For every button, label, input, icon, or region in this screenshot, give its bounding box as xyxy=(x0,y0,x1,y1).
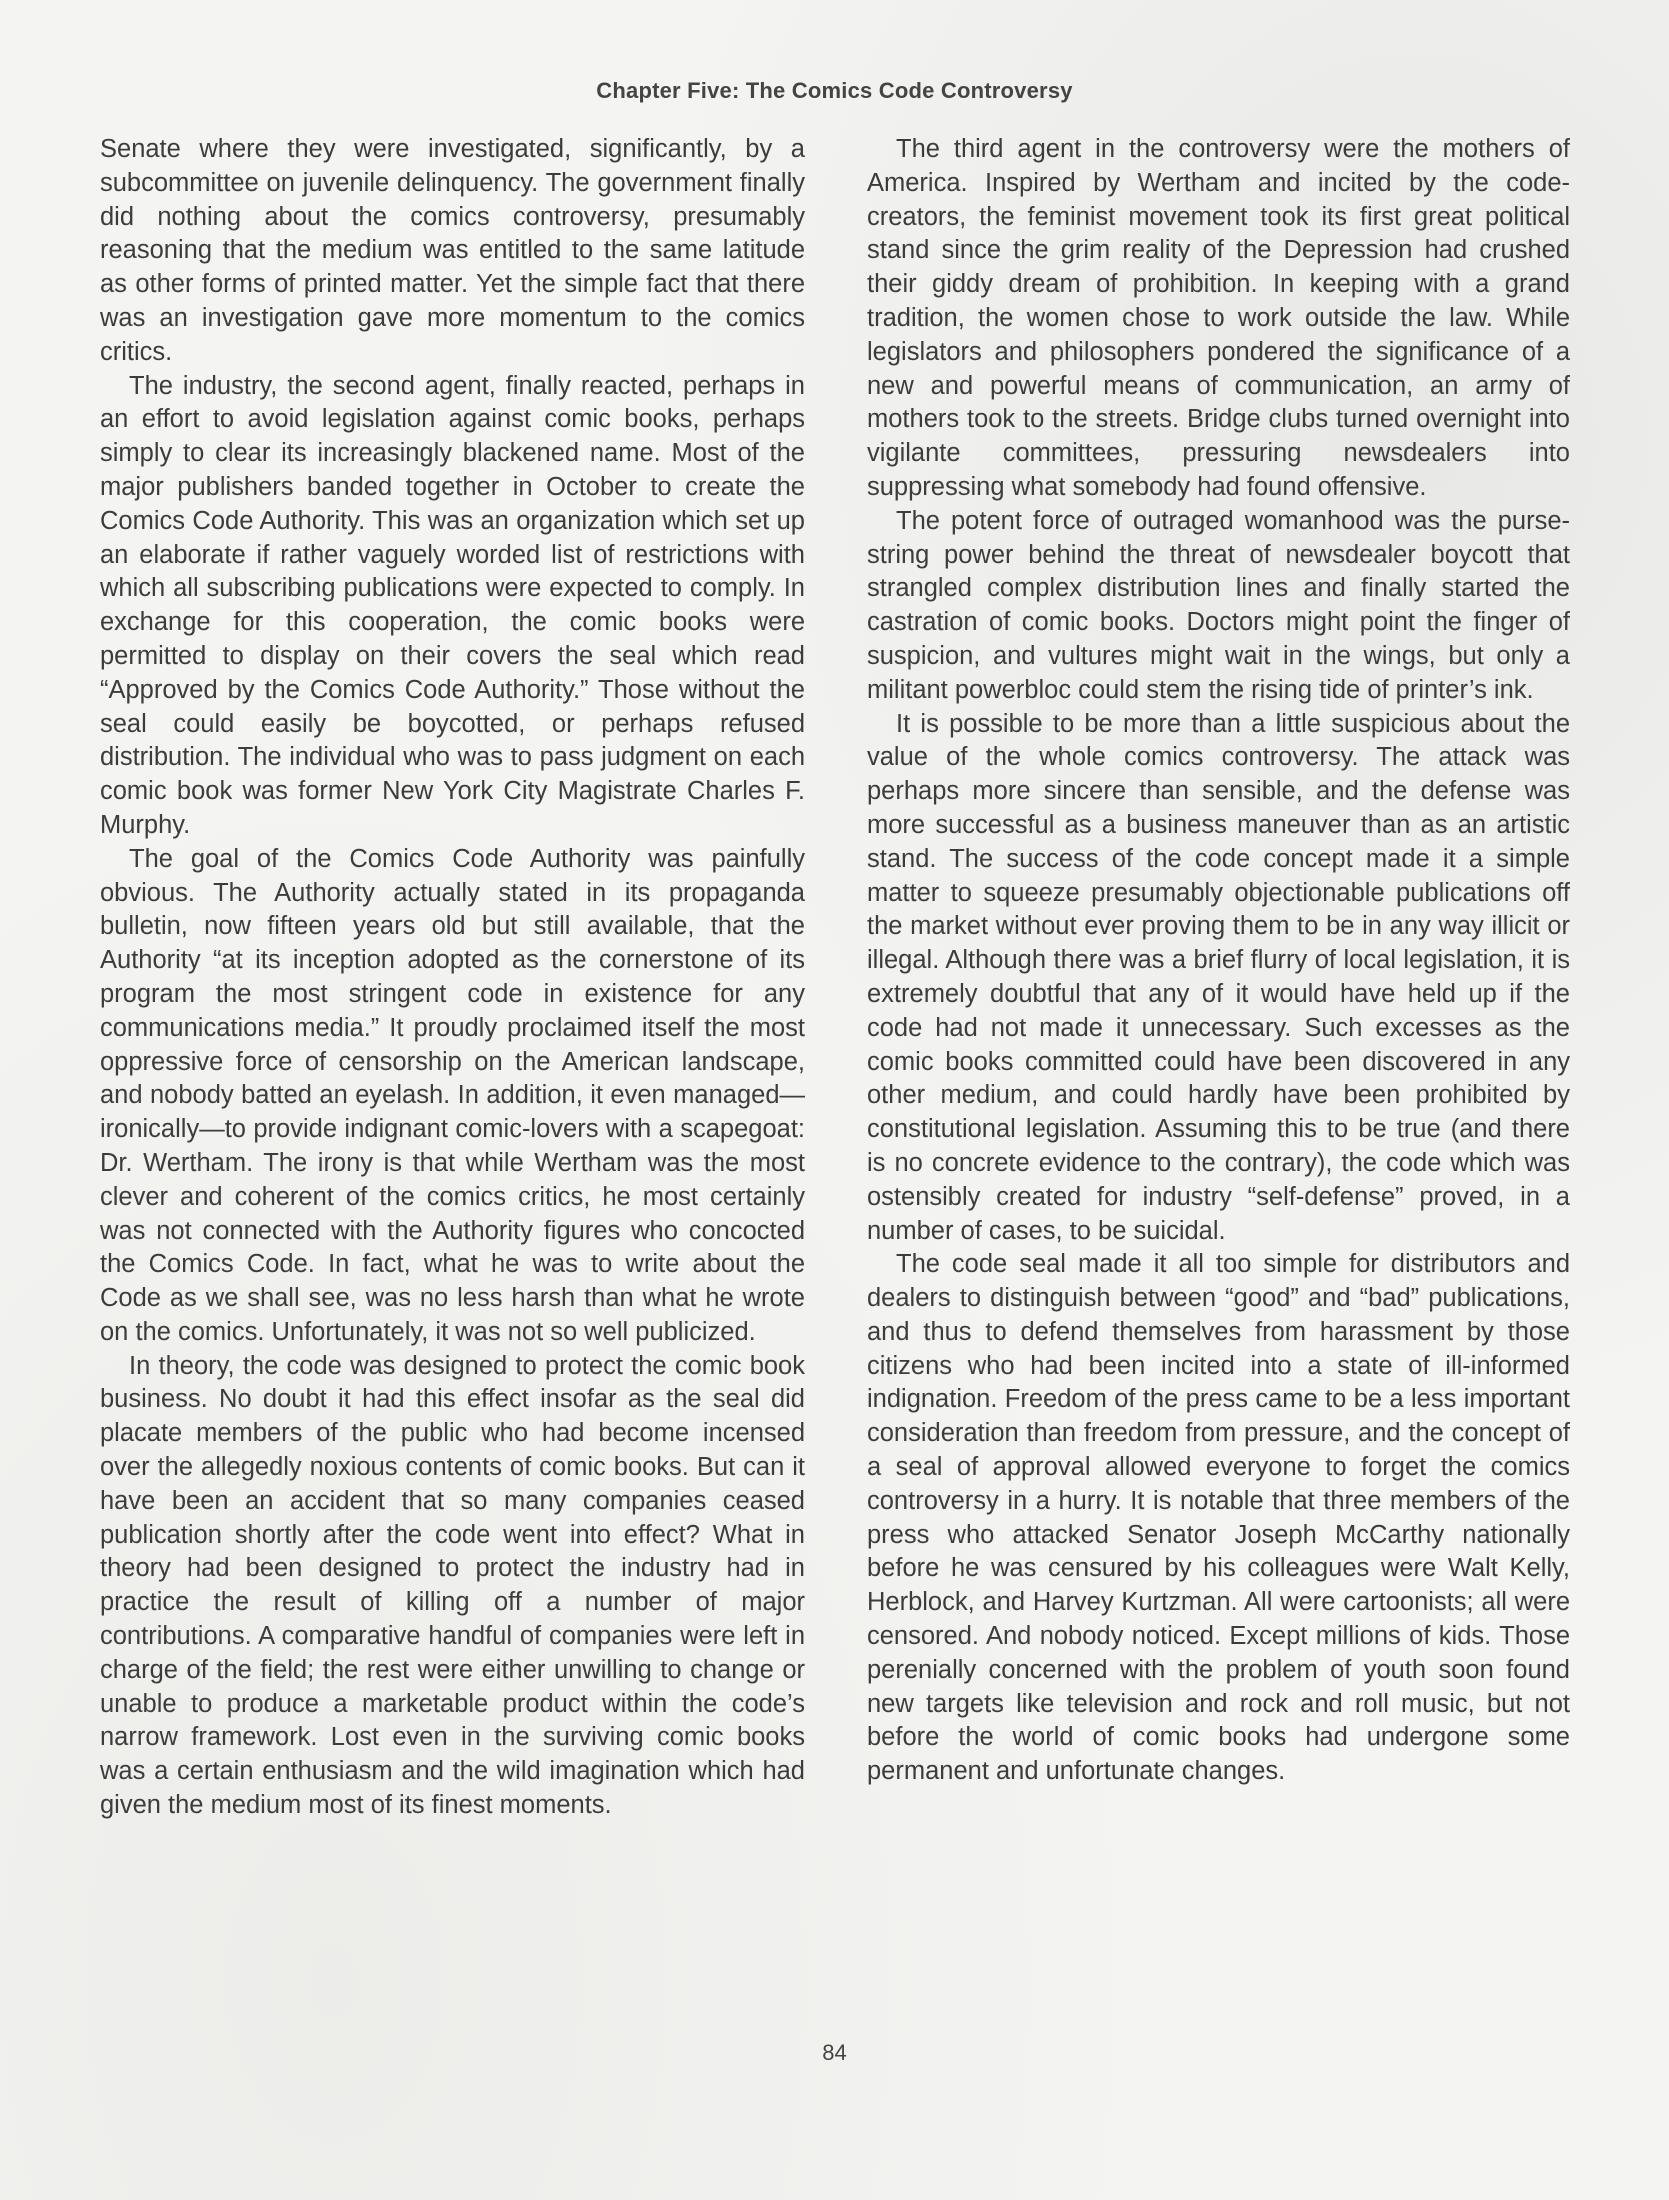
paragraph: The potent force of outraged womanhood was the purse-string power behind the threat of newsdealer boycott that strangled complex distribution lines and finally started the castration of comic books. Doctors might point the finger of suspicion, and vultures might wait in the wings, but only a militant powerbloc could stem the rising tide of printer’s ink. xyxy=(867,506,1570,704)
page-number: 84 xyxy=(822,2040,847,2065)
paragraph: It is possible to be more than a little suspicious about the value of the whole comics controversy. The attack was perhaps more sincere than sensible, and the defense was more successful as a business maneuver than as an artistic stand. The success of the code concept made it a simple matter to squeeze presumably objectionable publications off the market without ever proving them to be in any way illicit or illegal. Although there was a brief flurry of local legislation, it is extremely doubtful that any of it would have held up if the code had not made it unnecessary. Such excesses as the comic books committed could have been discovered in any other medium, and could hardly have been prohibited by constitutional legislation. Assuming this to be true (and there is no concrete evidence to the contrary), the code which was ostensibly created for industry “self-defense” proved, in a number of cases, to be suicidal. xyxy=(867,709,1570,1245)
paragraph: The code seal made it all too simple for distributors and dealers to distinguish between “good” and “bad” publications, and thus to defend themselves from harassment by those citizens who had been incited into a state of ill-informed indignation. Freedom of the press came to be a less important consideration than freedom from pressure, and the concept of a seal of approval allowed everyone to forget the comics controversy in a hurry. It is notable that three members of the press who attacked Senator Joseph McCarthy nationally before he was censured by his colleagues were Walt Kelly, Herblock, and Harvey Kurtzman. All were cartoonists; all were censored. And nobody noticed. Except millions of kids. Those perenially concerned with the problem of youth soon found new targets like television and rock and roll music, but not before the world of comic books had undergone some permanent and unfortunate changes. xyxy=(867,1250,1570,1786)
paragraph: The third agent in the controversy were the mothers of America. Inspired by Wertham and incited by the code-creators, the feminist movement took its first great political stand since the grim reality of the Depression had crushed their giddy dream of prohibition. In keeping with a grand tradition, the women chose to work outside the law. While legislators and philosophers pondered the significance of a new and powerful means of communication, an army of mothers took to the streets. Bridge clubs turned overnight into vigilante committees, pressuring newsdealers into suppressing what somebody had found offensive. xyxy=(867,135,1570,501)
right-column xyxy=(867,133,1570,1789)
running-head: Chapter Five: The Comics Code Controversy xyxy=(596,78,1073,103)
paragraph: In theory, the code was designed to protect the comic book business. No doubt it had this effect insofar as the seal did placate members of the public who had become incensed over the allegedly noxious contents of comic books. But can it have been an accident that so many companies ceased publication shortly after the code went into effect? What in theory had been designed to protect the industry had in practice the result of killing off a number of major contributions. A comparative handful of companies were left in charge of the field; the rest were either unwilling to change or unable to produce a marketable product within the code’s narrow framework. Lost even in the surviving comic books was a certain enthusiasm and the wild imagination which had given the medium most of its finest moments. xyxy=(100,1351,805,1820)
paragraph: The goal of the Comics Code Authority was painfully obvious. The Authority actually stated in its propaganda bulletin, now fifteen years old but still available, that the Authority “at its inception adopted as the cornerstone of its program the most stringent code in existence for any communications media.” It proudly proclaimed itself the most oppressive force of censorship on the American landscape, and nobody batted an eyelash. In addition, it even managed—ironically—to provide indignant comic-lovers with a scapegoat: Dr. Wertham. The irony is that while Wertham was the most clever and coherent of the comics critics, he most certainly was not connected with the Authority figures who concocted the Comics Code. In fact, what he was to write about the Code as we shall see, was no less harsh than what he wrote on the comics. Unfortunately, it was not so well publicized. xyxy=(100,844,805,1346)
paragraph: The industry, the second agent, finally reacted, perhaps in an effort to avoid legislation against comic books, perhaps simply to clear its increasingly blackened name. Most of the major publishers banded together in October to create the Comics Code Authority. This was an organization which set up an elaborate if rather vaguely worded list of restrictions with which all subscribing publications were expected to comply. In exchange for this cooperation, the comic books were permitted to display on their covers the seal which read “Approved by the Comics Code Authority.” Those without the seal could easily be boycotted, or perhaps refused distribution. The individual who was to pass judgment on each comic book was former New York City Magistrate Charles F. Murphy. xyxy=(100,371,805,839)
paragraph: Senate where they were investigated, significantly, by a subcommittee on juvenile delinquency. The government finally did nothing about the comics controversy, presumably reasoning that the medium was entitled to the same latitude as other forms of printed matter. Yet the simple fact that there was an investigation gave more momentum to the comics critics. xyxy=(100,135,805,366)
left-column xyxy=(100,133,805,1823)
